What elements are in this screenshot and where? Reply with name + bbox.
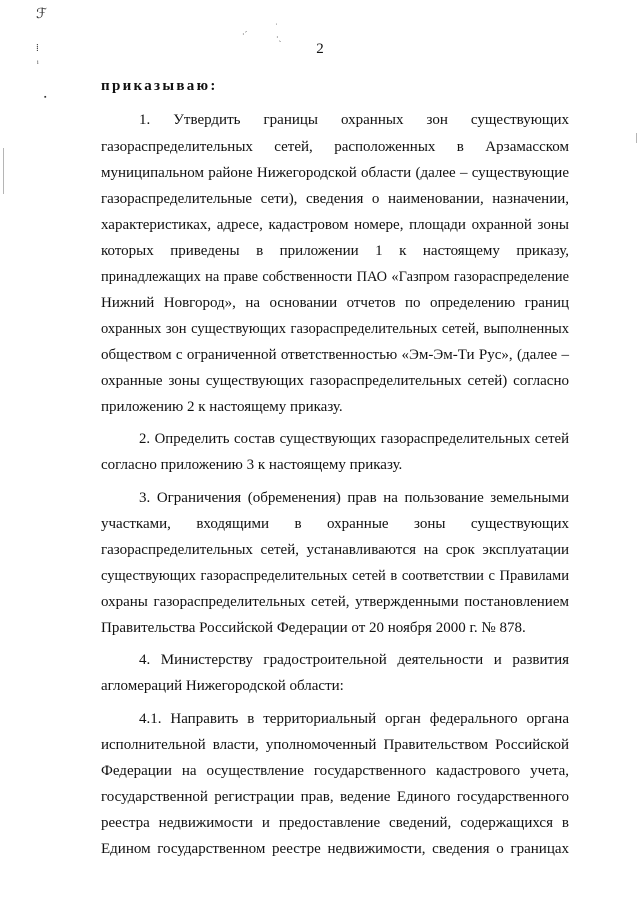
paragraph-1-line: характеристиках, адресе, кадастровом номере, площади охранной зоны (101, 217, 569, 233)
paragraph-3-line: участками, входящими в охранные зоны существующих (101, 516, 569, 532)
paragraph-3-line: существующих газораспределительных сетей в соответствии с Правилами (101, 568, 569, 584)
paragraph-4-1-line: реестра недвижимости и предоставление сведений, содержащихся в (101, 815, 569, 831)
paragraph-2-line: 2. Определить состав существующих газораспределительных сетей (139, 431, 569, 447)
paragraph-1-line: Нижний Новгород», на основании отчетов по определению границ (101, 295, 569, 311)
paragraph-1-line: приложению 2 к настоящему приказу. (101, 399, 343, 415)
scan-edge-mark-right (636, 133, 637, 143)
order-heading: приказываю: (101, 78, 218, 94)
paragraph-4-line: агломераций Нижегородской области: (101, 678, 344, 694)
scan-artifact-top-1: ·ˊ (242, 30, 248, 39)
paragraph-3-line: газораспределительных сетей, устанавливаются на срок эксплуатации (101, 542, 569, 558)
scan-artifact-top-left: ℱ (36, 7, 48, 22)
paragraph-4-1-line: исполнительной власти, уполномоченный Правительством Российской (101, 737, 569, 753)
paragraph-1-line: принадлежащих на праве собственности ПАО «Газпром газораспределение (101, 269, 569, 285)
scan-artifact-left-1: ⁞ (36, 43, 39, 54)
page-number: 2 (316, 41, 324, 57)
paragraph-1-line: газораспределительных сетей, расположенных в Арзамасском (101, 139, 569, 155)
scan-artifact-left-3: ▪ (44, 93, 47, 101)
paragraph-4-1-line: Едином государственном реестре недвижимости, сведения о границах (101, 841, 569, 857)
paragraph-4-1-line: 4.1. Направить в территориальный орган федерального органа (139, 711, 569, 727)
paragraph-1-line: обществом с ограниченной ответственностью «Эм-Эм-Ти Рус», (далее – (101, 347, 569, 363)
paragraph-4-line: 4. Министерству градостроительной деятельности и развития (139, 652, 569, 668)
scan-edge-mark-left (3, 148, 4, 194)
paragraph-4-1-line: Федерации на осуществление государственного кадастрового учета, (101, 763, 569, 779)
paragraph-1-line: охранные зоны существующих газораспределительных сетей) согласно (101, 373, 569, 389)
paragraph-1-line: газораспределительные сети), сведения о наименовании, назначении, (101, 191, 569, 207)
paragraph-1-line: муниципальном районе Нижегородской области (далее – существующие (101, 165, 569, 181)
scan-artifact-top-2: ˙ (275, 22, 278, 31)
paragraph-1-line: 1. Утвердить границы охранных зон существующих (139, 112, 569, 128)
paragraph-3-line: 3. Ограничения (обременения) прав на пользование земельными (139, 490, 569, 506)
scan-artifact-left-2: ᵢ (37, 55, 39, 66)
scan-artifact-top-3: ·ˎ (276, 33, 282, 42)
paragraph-1-line: охранных зон существующих газораспределительных сетей, выполненных (101, 321, 569, 337)
paragraph-2-line: согласно приложению 3 к настоящему приказу. (101, 457, 403, 473)
paragraph-4-1-line: государственной регистрации прав, ведение Единого государственного (101, 789, 569, 805)
paragraph-3-line: охраны газораспределительных сетей, утвержденными постановлением (101, 594, 569, 610)
paragraph-3-line: Правительства Российской Федерации от 20 ноября 2000 г. № 878. (101, 620, 526, 636)
paragraph-1-line: которых приведены в приложении 1 к настоящему приказу, (101, 243, 569, 259)
